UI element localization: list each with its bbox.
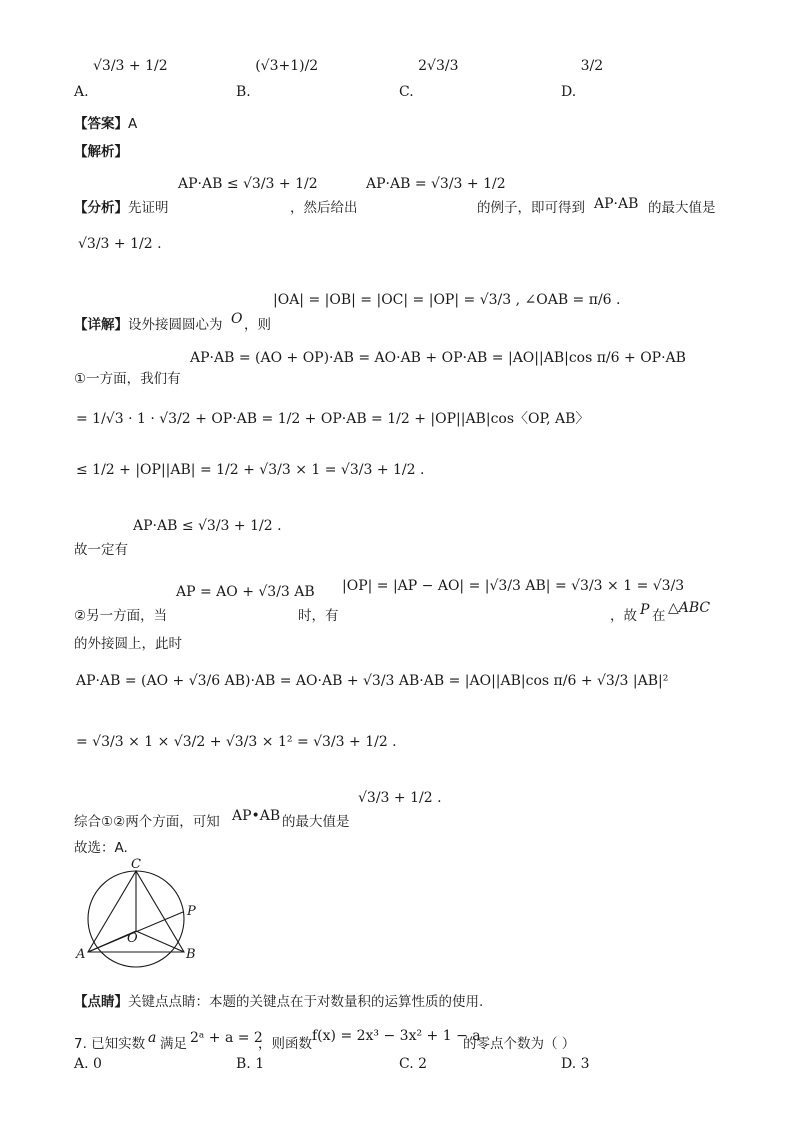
- label-b: B: [186, 947, 196, 962]
- q7-text-1: 7. 已知实数: [74, 1036, 146, 1052]
- option-label: D.: [561, 84, 577, 100]
- part2-text-3: ，故: [610, 608, 637, 624]
- analysis-tag: 【解析】: [74, 144, 128, 160]
- option-value: 3: [580, 1056, 590, 1072]
- summary-math-1: AP•AB: [232, 808, 281, 824]
- option-value: 2: [418, 1056, 428, 1072]
- q7-option-b: [236, 1056, 264, 1072]
- option-expr: 2√3/3: [418, 58, 459, 74]
- q7-option-c: [399, 1056, 427, 1072]
- answer-tag: 【答案】: [74, 116, 128, 132]
- part2-line-2: 的外接圆上，此时: [74, 636, 182, 652]
- option-label: C.: [399, 1056, 414, 1072]
- option-label: B.: [236, 84, 251, 100]
- option-value: 1: [255, 1056, 265, 1072]
- dianjing-text: 关键点点睛：本题的关键点在于对数量积的运算性质的使用.: [128, 994, 484, 1010]
- label-p: P: [187, 904, 196, 919]
- part2-line-4: = √3/3 × 1 × √3/2 + √3/3 × 1² = √3/3 + 1/2 .: [76, 734, 397, 750]
- xiangjie-tag: 【详解】: [74, 317, 128, 333]
- option-d: [561, 58, 603, 100]
- part2-label: ②另一方面，当: [74, 608, 168, 624]
- part1-label: ①一方面，我们有: [74, 371, 181, 387]
- fenxi-math-1: AP·AB ≤ √3/3 + 1/2: [178, 176, 318, 192]
- part2-math-4: △ABC: [668, 600, 711, 616]
- part1-line-3: ≤ 1/2 + |OP||AB| = 1/2 + √3/3 × 1 = √3/3 + 1/2 .: [76, 462, 425, 478]
- fenxi-math-3: AP·AB: [594, 196, 639, 212]
- summary-text-1: 综合①②两个方面，可知: [74, 814, 220, 830]
- option-label: A.: [74, 84, 89, 100]
- segment-bo: [136, 931, 184, 952]
- xiangjie-text-2: ，则: [244, 317, 271, 333]
- label-o: O: [127, 931, 138, 946]
- summary-math-2: √3/3 + 1/2 .: [358, 790, 442, 806]
- dianjing-tag: 【点睛】: [74, 994, 128, 1010]
- part1-conclude-math: AP·AB ≤ √3/3 + 1/2 .: [133, 518, 282, 534]
- option-expr: (√3+1)/2: [255, 58, 319, 74]
- q7-math-2: 2ᵃ + a = 2: [190, 1030, 263, 1046]
- fenxi-line: [74, 196, 169, 216]
- xiangjie-text-1: 设外接圆圆心为: [128, 317, 223, 333]
- option-c: [399, 58, 458, 100]
- xiangjie-line: [74, 313, 223, 333]
- option-label: B.: [236, 1056, 251, 1072]
- label-a: A: [76, 947, 86, 962]
- q7-math-1: a: [148, 1030, 157, 1046]
- fenxi-text-3: 的例子，即可得到: [477, 200, 585, 216]
- q7-math-3: f(x) = 2x³ − 3x² + 1 − a: [312, 1028, 481, 1044]
- part2-text-2: 时，有: [298, 608, 339, 624]
- answer-line: [74, 112, 137, 132]
- part2-line-3: AP·AB = (AO + √3/6 AB)·AB = AO·AB + √3/3 AB·AB = |AO||AB|cos π/6 + √3/3 |AB|²: [76, 673, 669, 689]
- option-label: A.: [74, 1056, 89, 1072]
- option-value: 0: [93, 1056, 102, 1072]
- option-b: [236, 58, 318, 100]
- part2-text-4: 在: [652, 608, 666, 624]
- part2-math-3: P: [640, 602, 650, 618]
- q7-text-3: ，则函数: [258, 1036, 312, 1052]
- dianjing-line: [74, 990, 483, 1010]
- option-expr: √3/3 + 1/2: [93, 58, 168, 74]
- circle-figure: [74, 858, 214, 970]
- part1-conclude-text: 故一定有: [74, 542, 128, 558]
- xiangjie-math-2: |OA| = |OB| = |OC| = |OP| = √3/3 , ∠OAB = π/6 .: [273, 292, 621, 308]
- part2-math-2: |OP| = |AP − AO| = |√3/3 AB| = √3/3 × 1 = √3/3: [342, 578, 685, 594]
- q7-text-2: 满足: [160, 1036, 187, 1052]
- option-label: D.: [561, 1056, 577, 1072]
- label-c: C: [131, 858, 141, 872]
- part1-line-1: AP·AB = (AO + OP)·AB = AO·AB + OP·AB = |AO||AB|cos π/6 + OP·AB: [190, 350, 686, 366]
- summary-text-2: 的最大值是: [282, 814, 350, 830]
- fenxi-text-2: ，然后给出: [290, 200, 358, 216]
- answer-value: A: [128, 116, 138, 132]
- q7-option-a: [74, 1056, 102, 1072]
- fenxi-tag: 【分析】: [74, 200, 128, 216]
- fenxi-math-4: √3/3 + 1/2 .: [78, 236, 162, 252]
- choose-line: 故选：A.: [74, 840, 128, 856]
- q7-option-d: [561, 1056, 590, 1072]
- option-expr: 3/2: [580, 58, 604, 74]
- part1-line-2: = 1/√3 · 1 · √3/2 + OP·AB = 1/2 + OP·AB = 1/2 + |OP||AB|cos〈OP, AB〉: [76, 411, 590, 427]
- fenxi-text-1: 先证明: [128, 200, 169, 216]
- part2-math-1: AP = AO + √3/3 AB: [176, 584, 315, 600]
- fenxi-text-4: 的最大值是: [648, 200, 716, 216]
- q7-text-4: 的零点个数为（ ）: [463, 1036, 576, 1052]
- option-a: [74, 58, 168, 100]
- xiangjie-math-1: O: [231, 311, 243, 327]
- option-label: C.: [399, 84, 414, 100]
- fenxi-math-2: AP·AB = √3/3 + 1/2: [366, 176, 506, 192]
